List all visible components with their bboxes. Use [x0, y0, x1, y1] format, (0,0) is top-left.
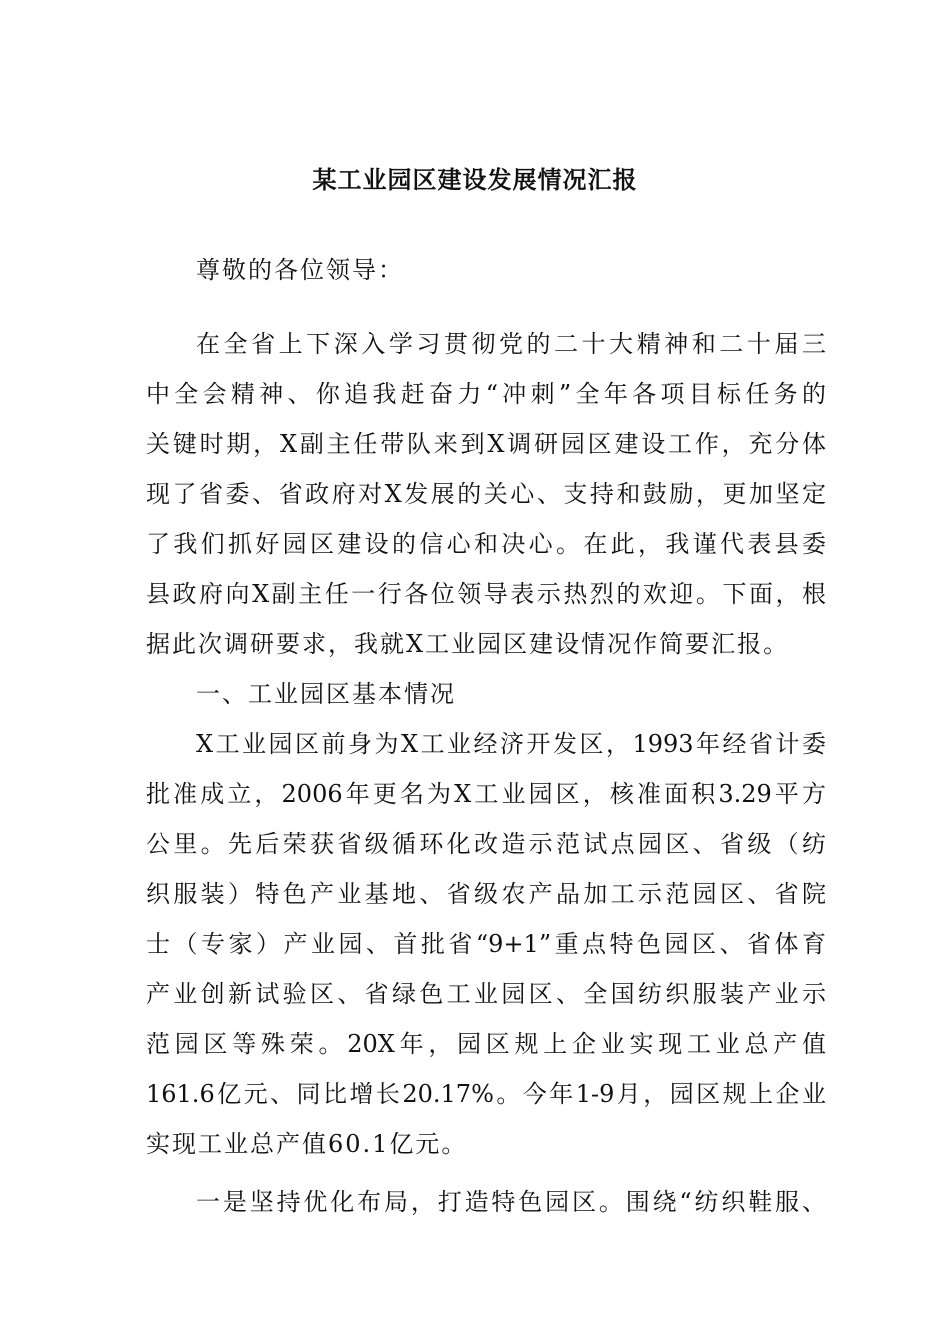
- paragraph-line: 公里。先后荣获省级循环化改造示范试点园区、省级（纺: [146, 830, 826, 858]
- paragraph-line: 现了省委、省政府对X发展的关心、支持和鼓励，更加坚定: [146, 480, 826, 508]
- paragraph-line: 在全省上下深入学习贯彻党的二十大精神和二十届三: [196, 330, 826, 358]
- salutation: 尊敬的各位领导：: [196, 256, 404, 284]
- paragraph-line: 中全会精神、你追我赶奋力“冲刺”全年各项目标任务的: [146, 380, 826, 408]
- paragraph-line: 161.6亿元、同比增长20.17%。今年1-9月，园区规上企业: [146, 1080, 826, 1108]
- paragraph-line: 实现工业总产值60.1亿元。: [146, 1130, 468, 1158]
- paragraph-line: 据此次调研要求，我就X工业园区建设情况作简要汇报。: [146, 630, 790, 658]
- paragraph-line: 一是坚持优化布局，打造特色园区。围绕“纺织鞋服、: [196, 1188, 826, 1216]
- paragraph-line: 产业创新试验区、省绿色工业园区、全国纺织服装产业示: [146, 980, 826, 1008]
- paragraph-line: 了我们抓好园区建设的信心和决心。在此，我谨代表县委: [146, 530, 826, 558]
- paragraph-line: 关键时期，X副主任带队来到X调研园区建设工作，充分体: [146, 430, 826, 458]
- paragraph-line: 织服装）特色产业基地、省级农产品加工示范园区、省院: [146, 880, 826, 908]
- paragraph-line: 批准成立，2006年更名为X工业园区，核准面积3.29平方: [146, 780, 826, 808]
- paragraph-line: 县政府向X副主任一行各位领导表示热烈的欢迎。下面，根: [146, 580, 826, 608]
- paragraph-line: 范园区等殊荣。20X年，园区规上企业实现工业总产值: [146, 1030, 826, 1058]
- paragraph-line: 士（专家）产业园、首批省“9+1”重点特色园区、省体育: [146, 930, 826, 958]
- section-heading: 一、工业园区基本情况: [196, 680, 456, 708]
- document-title: 某工业园区建设发展情况汇报: [312, 166, 638, 194]
- paragraph-line: X工业园区前身为X工业经济开发区，1993年经省计委: [196, 730, 826, 758]
